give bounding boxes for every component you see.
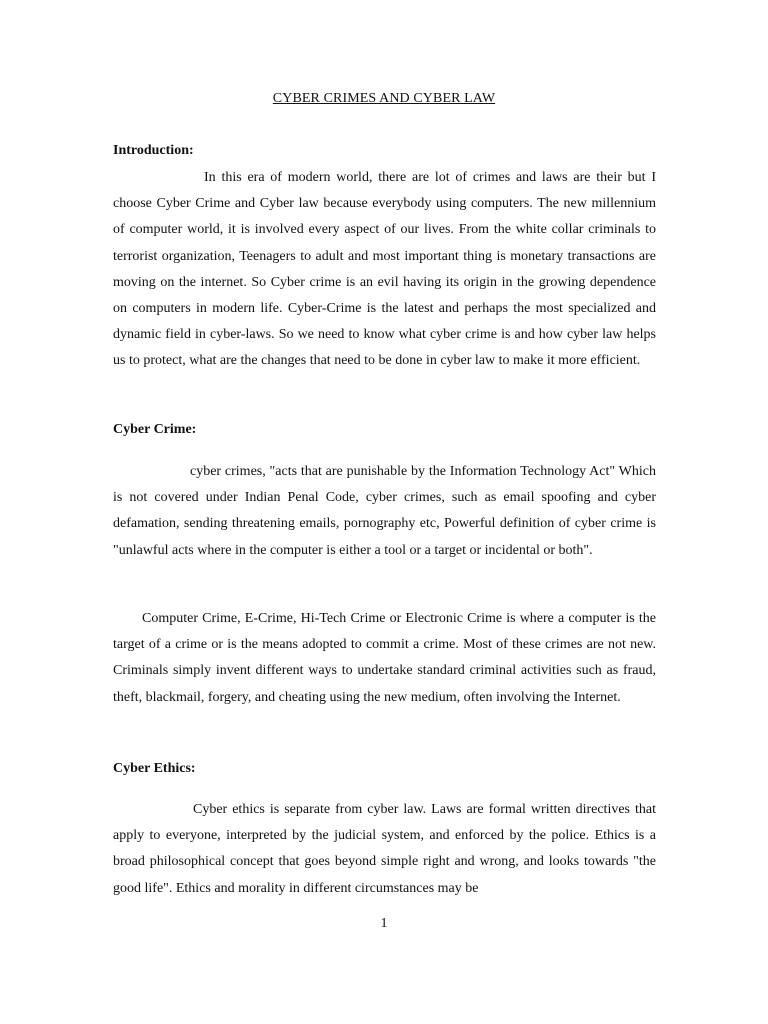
cyber-crime-paragraph-2: Computer Crime, E-Crime, Hi-Tech Crime or Electronic Crime is where a computer is the target of a crime or is the means adopted to commit a crime. Most of these crimes are not new. Criminals simply invent different ways to undertake standard criminal activities such as fraud, theft, blackmail, forgery, and cheating using the new medium, often involving the Internet. bbox=[113, 611, 656, 705]
document-title: CYBER CRIMES AND CYBER LAW bbox=[272, 91, 496, 106]
page-number: 1 bbox=[380, 916, 388, 931]
section-heading-cyber-ethics: Cyber Ethics: bbox=[113, 761, 196, 776]
introduction-paragraph: In this era of modern world, there are lot of crimes and laws are their but I choose Cyber Crime and Cyber law because everybody using computers. The new millennium of computer world, it is involved every aspect of our lives. From the white collar criminals to terrorist organization, Teenagers to adult and most important thing is monetary transactions are moving on the internet. So Cyber crime is an evil having its origin in the growing dependence on computers in modern life. Cyber-Crime is the latest and perhaps the most specialized and dynamic field in cyber-laws. So we need to know what cyber crime is and how cyber law helps us to protect, what are the changes that need to be done in cyber law to make it more efficient. bbox=[113, 170, 656, 369]
cyber-ethics-paragraph: Cyber ethics is separate from cyber law. Laws are formal written directives that apply to everyone, interpreted by the judicial system, and enforced by the police. Ethics is a broad philosophical concept that goes beyond simple right and wrong, and looks towards "the good life". Ethics and morality in different circumstances may be bbox=[113, 802, 656, 896]
section-heading-introduction: Introduction: bbox=[113, 143, 194, 158]
cyber-crime-paragraph-1: cyber crimes, "acts that are punishable by the Information Technology Act" Which is not covered under Indian Penal Code, cyber crimes, such as email spoofing and cyber defamation, sending threatening emails, pornography etc, Powerful definition of cyber crime is "unlawful acts where in the computer is either a tool or a target or incidental or both". bbox=[113, 464, 656, 558]
section-heading-cyber-crime: Cyber Crime: bbox=[113, 422, 197, 437]
